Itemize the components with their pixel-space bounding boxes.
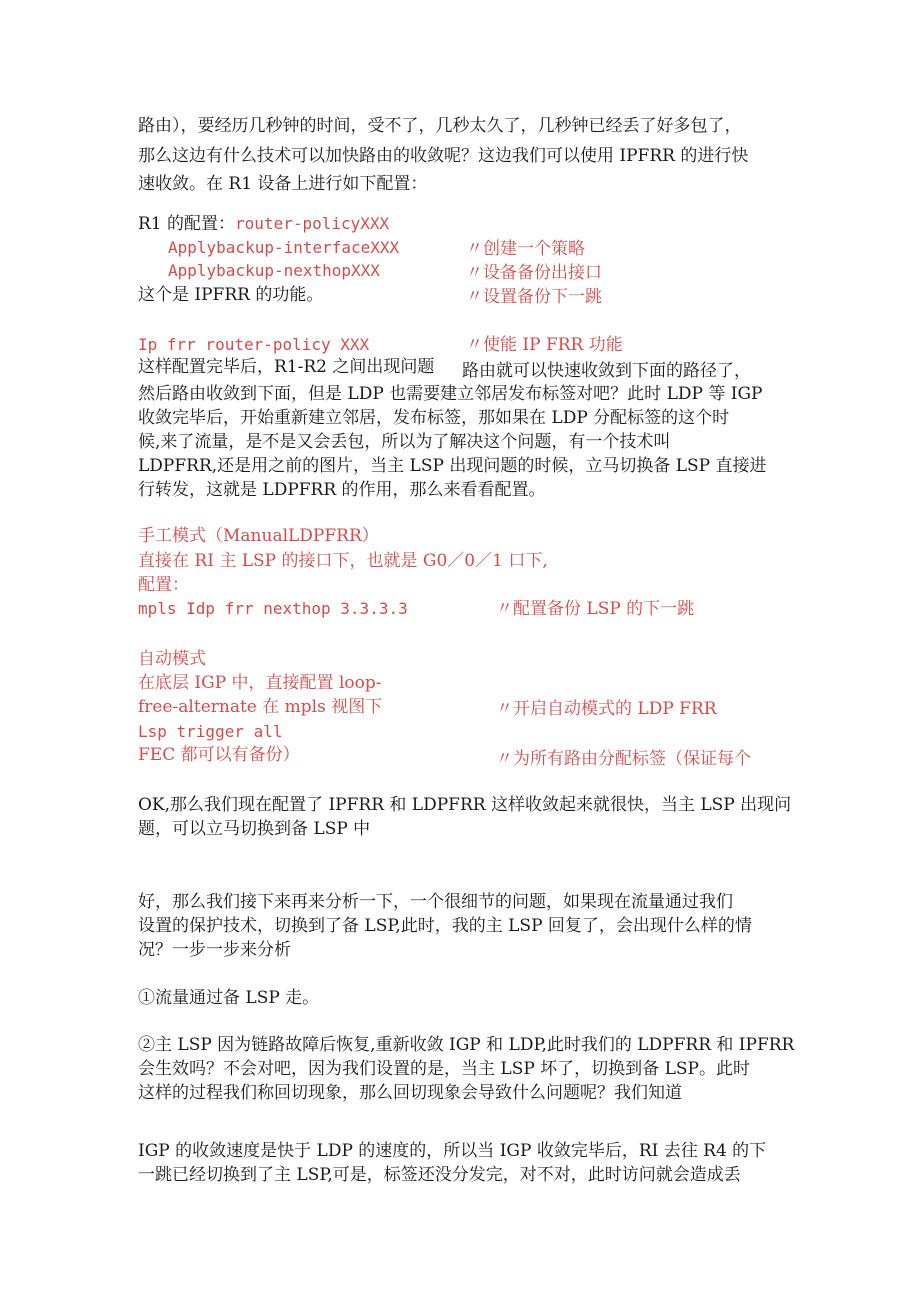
paragraph-line: 一跳已经切换到了主 LSP,可是，标签还没分发完，对不对，此时访问就会造成丢: [138, 1165, 741, 1185]
config-comment: 〃设置备份下一跳: [466, 287, 602, 307]
paragraph-line: 会生效吗？不会对吧，因为我们设置的是，当主 LSP 坏了，切换到备 LSP。此时: [138, 1059, 750, 1079]
paragraph-line: 候,来了流量，是不是又会丢包，所以为了解决这个问题，有一个技术叫: [138, 432, 671, 452]
paragraph-line: 路由），要经历几秒钟的时间，受不了，几秒太久了，几秒钟已经丢了好多包了，: [138, 116, 742, 136]
manual-mode-title: 手工模式（ManualLDPFRR）: [138, 526, 379, 546]
config-command: router-policyXXX: [235, 214, 390, 233]
paragraph-line: 收敛完毕后，开始重新建立邻居，发布标签，那如果在 LDP 分配标签的这个时: [138, 408, 730, 428]
config-command: Lsp trigger all: [138, 722, 283, 741]
paragraph-line: 这样的过程我们称回切现象，那么回切现象会导致什么问题呢？我们知道: [138, 1083, 682, 1103]
config-command: Applybackup-nexthopXXX: [168, 261, 380, 280]
config-comment: 〃使能 IP FRR 功能: [466, 335, 623, 355]
paragraph-line: 设置的保护技术，切换到了备 LSP,此时，我的主 LSP 回复了，会出现什么样的情: [138, 916, 752, 936]
config-line: [138, 212, 389, 236]
config-label: R1 的配置：: [138, 214, 236, 234]
auto-mode-line: 在底层 IGP 中，直接配置 loop-: [138, 673, 382, 693]
paragraph-line: 行转发，这就是 LDPFRR 的作用，那么来看看配置。: [138, 480, 546, 500]
config-note: 这个是 IPFRR 的功能。: [138, 285, 324, 305]
manual-mode-line: 直接在 RI 主 LSP 的接口下，也就是 G0／0／1 口下,: [138, 551, 548, 571]
step-item: ①流量通过备 LSP 走。: [138, 988, 320, 1008]
manual-mode-line: 配置：: [138, 575, 189, 595]
paragraph-line: OK,那么我们现在配置了 IPFRR 和 LDPFRR 这样收敛起来就很快，当主 LSP 出现问: [138, 795, 792, 815]
paragraph-line: 速收敛。在 R1 设备上进行如下配置：: [138, 174, 428, 194]
auto-mode-title: 自动模式: [138, 649, 206, 669]
auto-mode-line: free-alternate 在 mpls 视图下: [138, 697, 383, 717]
config-comment: 〃配置备份 LSP 的下一跳: [496, 599, 695, 619]
paragraph-line: ②主 LSP 因为链路故障后恢复,重新收敛 IGP 和 LDP,此时我们的 LDPFRR 和 IPFRR: [138, 1035, 795, 1055]
config-comment: 〃为所有路由分配标签（保证每个: [496, 749, 751, 769]
paragraph-line: 好，那么我们接下来再来分析一下，一个很细节的问题，如果现在流量通过我们: [138, 892, 733, 912]
paragraph-line: 然后路由收敛到下面，但是 LDP 也需要建立邻居发布标签对吧？此时 LDP 等 IGP: [138, 384, 763, 404]
config-command: mpls Idp frr nexthop 3.3.3.3: [138, 599, 408, 618]
auto-mode-line: FEC 都可以有备份）: [138, 745, 300, 765]
config-comment: 〃创建一个策略: [466, 239, 585, 259]
config-comment: 〃设备备份出接口: [466, 263, 602, 283]
paragraph-line: 况？一步一步来分析: [138, 940, 291, 960]
paragraph-line: 那么这边有什么技术可以加快路由的收敛呢？这边我们可以使用 IPFRR 的进行快: [138, 146, 749, 166]
config-comment: 〃开启自动模式的 LDP FRR: [496, 699, 717, 719]
config-command: Ip frr router-policy XXX: [138, 335, 370, 354]
paragraph-line: 题，可以立马切换到备 LSP 中: [138, 819, 371, 839]
paragraph-line: LDPFRR,还是用之前的图片，当主 LSP 出现问题的时候，立马切换备 LSP 直接进: [138, 456, 767, 476]
config-command: Applybackup-interfaceXXX: [168, 238, 400, 257]
paragraph-line: IGP 的收敛速度是快于 LDP 的速度的，所以当 IGP 收敛完毕后，RI 去往 R4 的下: [138, 1141, 767, 1161]
paragraph-line: 路由就可以快速收敛到下面的路径了，: [462, 361, 751, 381]
paragraph-line: 这样配置完毕后，R1-R2 之间出现问题: [138, 357, 435, 377]
